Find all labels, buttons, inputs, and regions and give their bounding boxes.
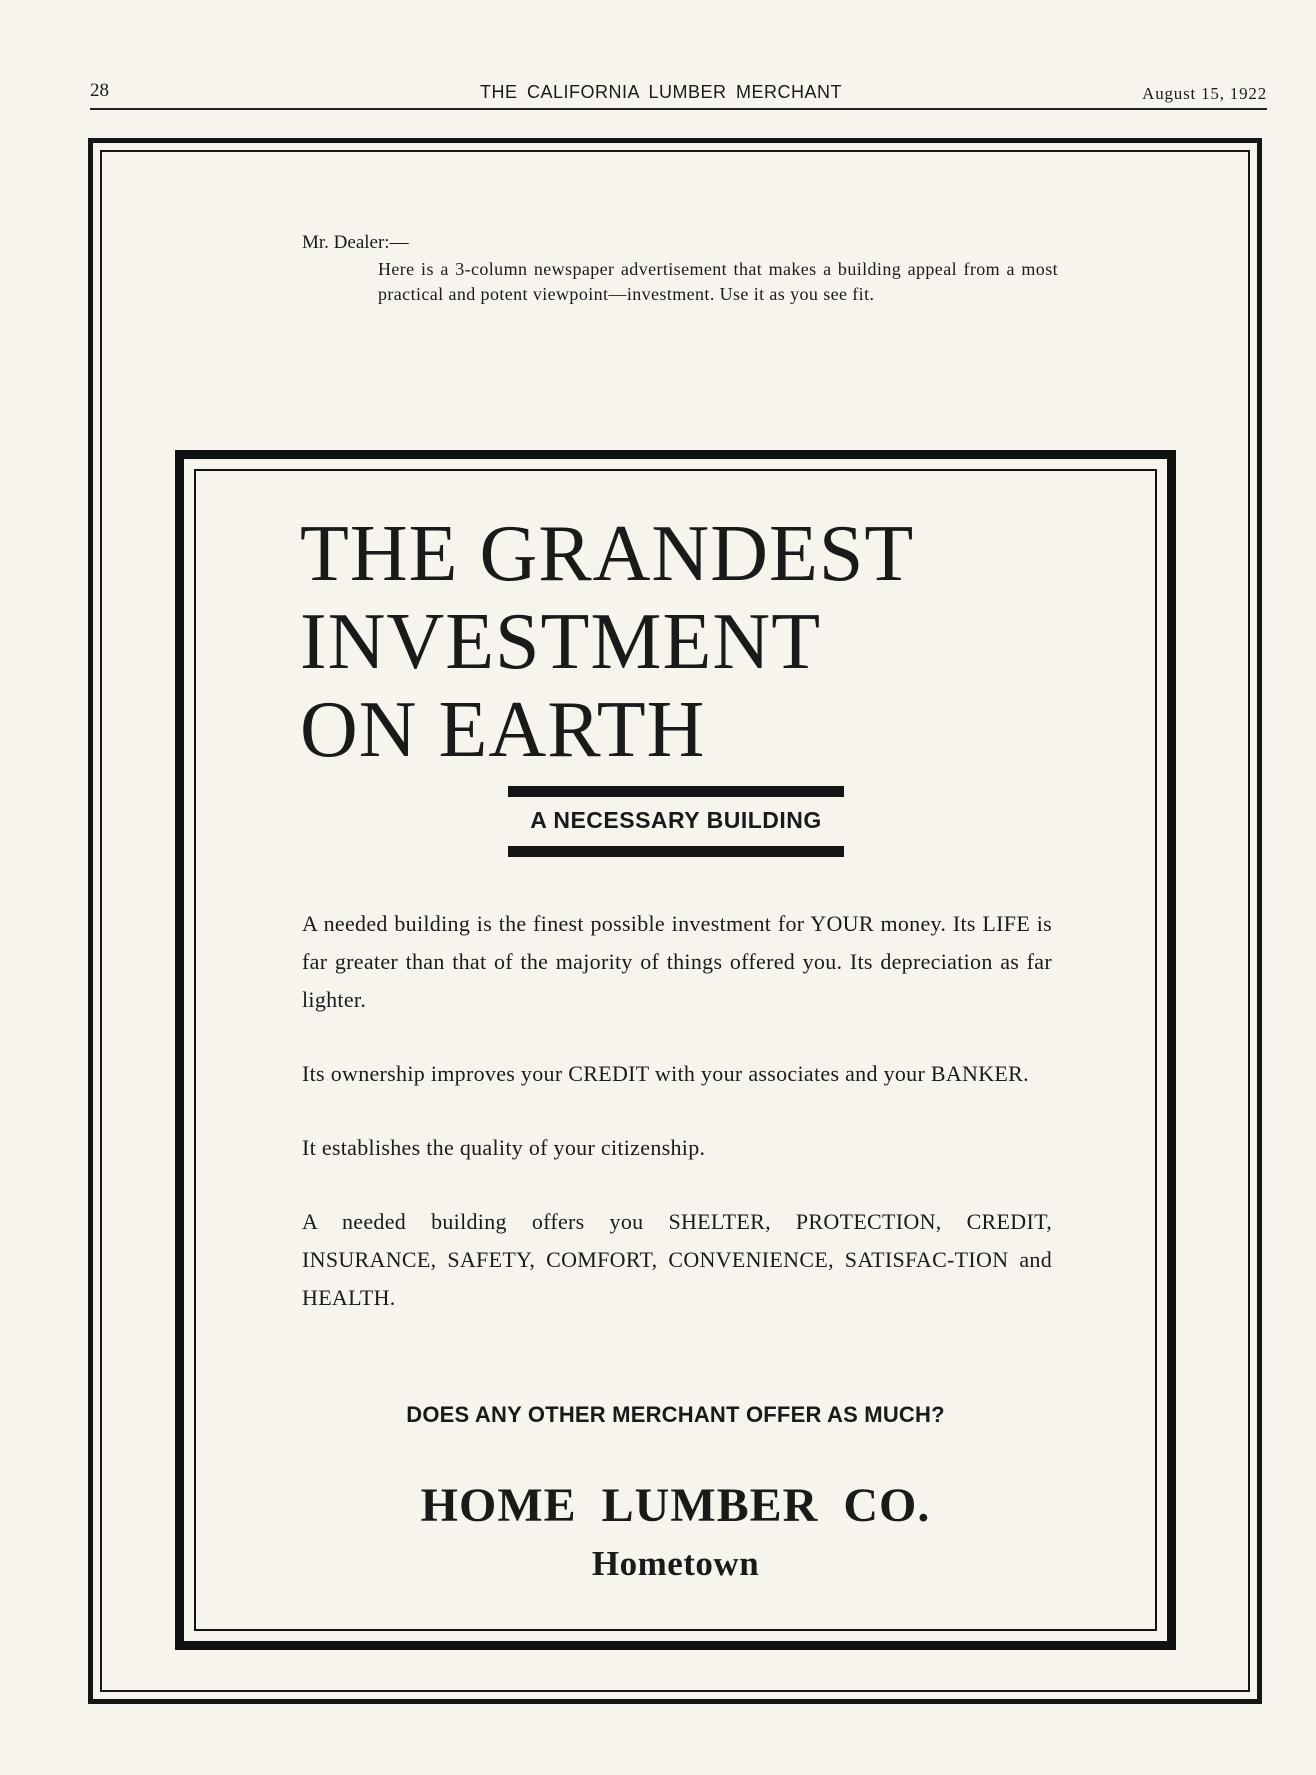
body-paragraph-3: It establishes the quality of your citizenship. xyxy=(302,1135,706,1160)
subhead-top-rule xyxy=(508,786,844,797)
dealer-note-body: Here is a 3-column newspaper advertisement that makes a building appeal from a most practical and potent viewpoint—investment. Use it as you see fit. xyxy=(378,259,1058,304)
salutation: Mr. Dealer:— xyxy=(302,232,409,253)
company-town: Hometown xyxy=(591,1544,760,1583)
ad-body-copy xyxy=(302,905,1052,1353)
subhead: A NECESSARY BUILDING xyxy=(530,807,822,833)
closing-question: DOES ANY OTHER MERCHANT OFFER AS MUCH? xyxy=(406,1402,945,1427)
subhead-bottom-rule xyxy=(508,846,844,857)
headline-line-3: ON EARTH xyxy=(300,686,706,774)
subhead-block xyxy=(508,786,844,857)
headline-line-2: INVESTMENT xyxy=(300,598,822,686)
headline-line-1: THE GRANDEST xyxy=(300,510,915,598)
ad-headline xyxy=(300,510,1000,774)
body-paragraph-2: Its ownership improves your CREDIT with your associates and your BANKER. xyxy=(302,1061,1029,1086)
running-header xyxy=(90,80,1267,110)
dealer-note xyxy=(302,230,1062,307)
company-name: HOME LUMBER CO. xyxy=(420,1479,931,1532)
publication-title: THE CALIFORNIA LUMBER MERCHANT xyxy=(480,82,843,102)
body-paragraph-1: A needed building is the finest possible investment for YOUR money. Its LIFE is far greater than that of the majority of things offered you. Its depreciation as far lighter. xyxy=(302,911,1052,1012)
issue-date: August 15, 1922 xyxy=(1142,84,1267,103)
body-paragraph-4: A needed building offers you SHELTER, PROTECTION, CREDIT, INSURANCE, SAFETY, COMFORT, CONVENIENCE, SATISFAC-TION and HEALTH. xyxy=(302,1209,1052,1310)
page-number: 28 xyxy=(90,80,109,101)
